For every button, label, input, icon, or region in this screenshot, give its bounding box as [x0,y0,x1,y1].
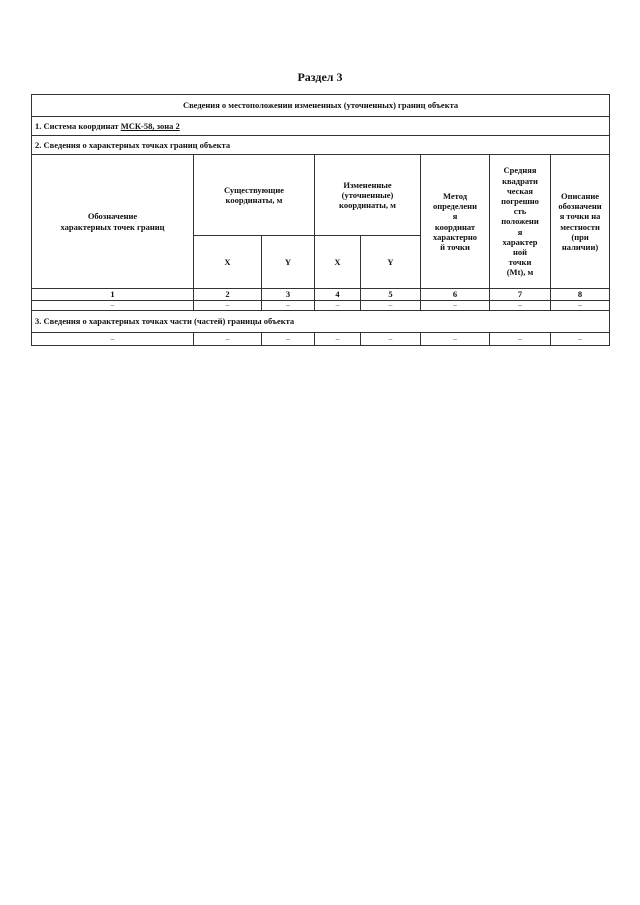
empty-cell: – [551,301,610,311]
empty-cell: – [315,301,361,311]
empty-cell: – [194,333,262,346]
boundary-table [31,94,610,346]
column-number: 7 [490,289,551,301]
empty-cell: – [551,333,610,346]
header-method: Метод определени я координат характерно й точки [421,155,490,289]
coordinate-system-value: МСК-58, зона 2 [120,120,180,131]
header-description: Описание обозначени я точки на местности (при наличии) [551,155,610,289]
table-title: Сведения о местоположении измененных (уточненных) границ объекта [32,95,610,117]
empty-cell: – [421,333,490,346]
coordinate-system-row [32,117,610,136]
column-number: 2 [194,289,262,301]
empty-cell: – [32,301,194,311]
column-number: 3 [262,289,315,301]
header-existing-x: X [194,236,262,289]
column-number: 8 [551,289,610,301]
empty-cell: – [361,333,421,346]
header-designation: Обозначение характерных точек границ [32,155,194,289]
empty-cell: – [262,333,315,346]
empty-cell: – [490,301,551,311]
points-section-label: 2. Сведения о характерных точках границ объекта [32,136,610,155]
header-changed-x: X [315,236,361,289]
empty-cell: – [32,333,194,346]
column-number-row [32,289,610,301]
empty-cell: – [194,301,262,311]
header-changed-coords: Измененные (уточненные) координаты, м [315,155,421,236]
column-number: 1 [32,289,194,301]
header-existing-coords: Существующие координаты, м [194,155,315,236]
column-number: 6 [421,289,490,301]
column-number: 5 [361,289,421,301]
table-row [32,301,610,311]
column-number: 4 [315,289,361,301]
empty-cell: – [315,333,361,346]
empty-cell: – [421,301,490,311]
empty-cell: – [361,301,421,311]
header-existing-y: Y [262,236,315,289]
empty-cell: – [262,301,315,311]
header-mean-square-error: Средняя квадрати ческая погрешно сть положени я характер ной точки (Mt), м [490,155,551,289]
section-title: Раздел 3 [297,70,343,84]
part-points-section-label: 3. Сведения о характерных точках части (частей) границы объекта [32,311,610,333]
table-row [32,333,610,346]
coordinate-system-label: 1. Система координат [35,120,119,131]
empty-cell: – [490,333,551,346]
header-changed-y: Y [361,236,421,289]
